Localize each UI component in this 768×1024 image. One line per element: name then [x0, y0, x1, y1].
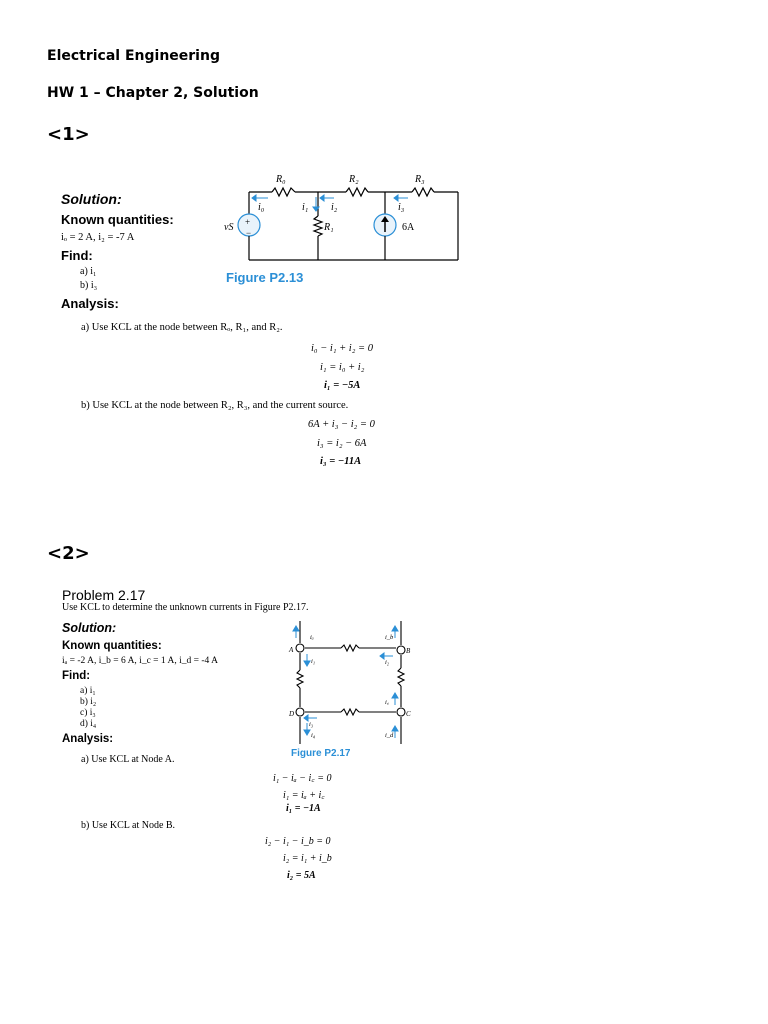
label-i2: i₂	[385, 659, 390, 666]
label-ia: iₐ	[310, 634, 314, 641]
p1-find-label: Find:	[61, 248, 93, 263]
p2-problem-text: Use KCL to determine the unknown currents in Figure P2.17.	[62, 602, 309, 613]
label-i0: i₀	[258, 202, 265, 213]
p2-eq-a-3: i₁ = −1A	[286, 803, 321, 814]
resistor-r1	[314, 216, 322, 236]
label-i3: i₃	[398, 202, 405, 213]
label-r1: R₁	[324, 222, 334, 233]
p1-known-values: iₒ = 2 A, i₂ = -7 A	[61, 232, 135, 243]
label-minus: −	[246, 228, 252, 238]
p2-figure-caption: Figure P2.17	[291, 748, 351, 759]
label-ic: i꜀	[385, 699, 390, 706]
p1-step-b: b) Use KCL at the node between R₂, R₃, and the current source.	[81, 400, 349, 411]
section-1-label: <1>	[47, 124, 90, 145]
label-i2: i₂	[331, 202, 338, 213]
p1-known-label: Known quantities:	[61, 212, 174, 227]
p1-eq-a-2: i₁ = i₀ + i₂	[320, 362, 365, 373]
label-i4: i₄	[311, 732, 316, 739]
p2-step-b: b) Use KCL at Node B.	[81, 820, 176, 831]
label-plus: +	[245, 217, 251, 227]
p2-find-label: Find:	[62, 670, 91, 682]
p1-find-item-a: a) i₁	[80, 266, 97, 277]
node-c	[397, 708, 405, 716]
p1-figure-caption: Figure P2.13	[226, 270, 304, 285]
p1-eq-a-1: i₀ − i₁ + i₂ = 0	[311, 343, 373, 354]
label-r0: R₀	[276, 174, 286, 185]
p1-analysis-label: Analysis:	[61, 296, 119, 311]
label-i1: i₁	[311, 658, 316, 665]
p2-eq-b-3: i₂ = 5A	[287, 870, 316, 881]
course-title: Electrical Engineering	[47, 48, 220, 64]
label-vs: vS	[224, 222, 234, 233]
p2-eq-b-1: i₂ − i₁ − i_b = 0	[265, 836, 331, 847]
label-node-c: C	[406, 710, 411, 718]
circuit-p2-13	[222, 170, 464, 266]
p2-known-label: Known quantities:	[62, 640, 162, 652]
resistor-r3	[412, 188, 434, 196]
label-ib: i_b	[385, 634, 394, 641]
label-node-d: D	[289, 710, 295, 718]
hw-title: HW 1 – Chapter 2, Solution	[47, 85, 259, 101]
label-id: i_d	[385, 732, 394, 739]
p1-find-item-b: b) i₃	[80, 280, 98, 291]
resistor-top	[341, 645, 359, 651]
node-b	[397, 646, 405, 654]
label-i3: i₃	[309, 721, 314, 728]
p2-eq-b-2: i₂ = i₁ + i_b	[283, 853, 332, 864]
p2-step-a: a) Use KCL at Node A.	[81, 754, 175, 765]
p2-solution-label: Solution:	[62, 621, 117, 635]
label-6a: 6A	[402, 222, 415, 233]
label-r2: R₂	[349, 174, 359, 185]
p2-find-item-b: b) i₂	[80, 697, 97, 707]
resistor-left	[297, 670, 303, 688]
p1-eq-b-2: i₃ = i₂ − 6A	[317, 438, 367, 449]
label-node-b: B	[406, 647, 411, 655]
section-2-label: <2>	[47, 543, 90, 564]
p2-find-item-c: c) i₃	[80, 708, 96, 718]
p2-find-item-d: d) i₄	[80, 719, 97, 729]
label-r3: R₃	[415, 174, 425, 185]
label-i1: i₁	[302, 202, 309, 213]
label-node-a: A	[289, 646, 294, 654]
p2-analysis-label: Analysis:	[62, 733, 114, 745]
circuit-p2-17	[285, 616, 415, 746]
node-a	[296, 644, 304, 652]
node-d	[296, 708, 304, 716]
p2-find-item-a: a) i₁	[80, 686, 96, 696]
p1-eq-a-3: i₁ = −5A	[324, 380, 361, 391]
p1-solution-label: Solution:	[61, 191, 122, 207]
resistor-r0	[272, 188, 295, 196]
resistor-right	[398, 668, 404, 686]
p2-problem-title: Problem 2.17	[62, 587, 146, 603]
p2-eq-a-2: i₁ = iₐ + i꜀	[283, 790, 325, 801]
p1-eq-b-1: 6A + i₃ − i₂ = 0	[308, 419, 375, 430]
resistor-r2	[346, 188, 368, 196]
p1-step-a: a) Use KCL at the node between Rₒ, R₁, and R₂.	[81, 322, 283, 333]
p2-eq-a-1: i₁ − iₐ − i꜀ = 0	[273, 773, 332, 784]
resistor-bottom	[341, 709, 359, 715]
p2-known-values: iₐ = -2 A, i_b = 6 A, i_c = 1 A, i_d = -4 A	[62, 656, 218, 666]
p1-eq-b-3: i₃ = −11A	[320, 456, 362, 467]
